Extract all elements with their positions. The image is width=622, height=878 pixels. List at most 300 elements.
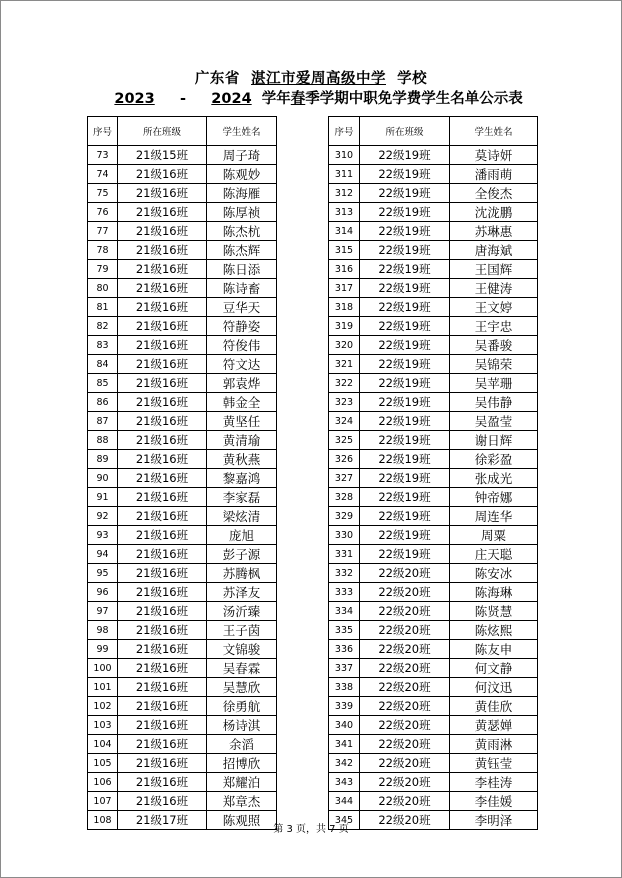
cell-seq: 106	[88, 773, 118, 792]
table-row	[329, 564, 538, 583]
cell-name: 余滔	[207, 735, 277, 754]
cell-name: 苏琳惠	[450, 222, 538, 241]
cell-name: 黄雨淋	[450, 735, 538, 754]
cell-seq: 311	[329, 165, 360, 184]
cell-seq: 313	[329, 203, 360, 222]
table-row	[88, 545, 277, 564]
table-row	[88, 146, 277, 165]
table-row	[88, 317, 277, 336]
cell-class: 21级16班	[118, 526, 207, 545]
cell-seq: 316	[329, 260, 360, 279]
title-line-2	[0, 87, 622, 108]
header-seq: 序号	[329, 117, 360, 146]
table-row	[329, 260, 538, 279]
cell-name: 郑耀泊	[207, 773, 277, 792]
cell-class: 21级16班	[118, 184, 207, 203]
title-year-word: 学年	[261, 91, 291, 107]
cell-name: 周子琦	[207, 146, 277, 165]
table-row	[88, 697, 277, 716]
cell-seq: 342	[329, 754, 360, 773]
cell-class: 22级20班	[360, 583, 450, 602]
table-row	[88, 355, 277, 374]
cell-name: 何文静	[450, 659, 538, 678]
cell-class: 22级19班	[360, 203, 450, 222]
cell-seq: 339	[329, 697, 360, 716]
cell-name: 沈泷鹏	[450, 203, 538, 222]
cell-name: 梁炫清	[207, 507, 277, 526]
cell-class: 21级16班	[118, 450, 207, 469]
cell-name: 谢日辉	[450, 431, 538, 450]
table-row	[88, 431, 277, 450]
table-row	[88, 678, 277, 697]
cell-seq: 107	[88, 792, 118, 811]
cell-class: 21级16班	[118, 545, 207, 564]
title-school-suffix: 学校	[397, 71, 428, 87]
cell-name: 徐彩盈	[450, 450, 538, 469]
cell-name: 陈诗畜	[207, 279, 277, 298]
cell-class: 22级19班	[360, 374, 450, 393]
table-row	[88, 393, 277, 412]
table-row	[329, 355, 538, 374]
cell-seq: 340	[329, 716, 360, 735]
cell-class: 22级19班	[360, 488, 450, 507]
cell-class: 21级16班	[118, 260, 207, 279]
table-header-row	[329, 117, 538, 146]
cell-seq: 337	[329, 659, 360, 678]
cell-name: 何汶迅	[450, 678, 538, 697]
table-row	[329, 412, 538, 431]
table-row	[88, 621, 277, 640]
cell-name: 潘雨萌	[450, 165, 538, 184]
cell-class: 22级19班	[360, 526, 450, 545]
cell-seq: 77	[88, 222, 118, 241]
cell-class: 22级20班	[360, 773, 450, 792]
cell-seq: 327	[329, 469, 360, 488]
cell-name: 苏泽友	[207, 583, 277, 602]
table-row	[88, 298, 277, 317]
cell-class: 21级16班	[118, 754, 207, 773]
cell-name: 陈贤慧	[450, 602, 538, 621]
header-seq: 序号	[88, 117, 118, 146]
cell-seq: 332	[329, 564, 360, 583]
cell-seq: 103	[88, 716, 118, 735]
table-row	[88, 260, 277, 279]
cell-name: 豆华天	[207, 298, 277, 317]
table-row	[329, 659, 538, 678]
table-row	[88, 222, 277, 241]
table-row	[329, 735, 538, 754]
cell-seq: 90	[88, 469, 118, 488]
cell-class: 21级16班	[118, 792, 207, 811]
cell-class: 22级19班	[360, 507, 450, 526]
cell-name: 黎嘉鸿	[207, 469, 277, 488]
table-row	[329, 621, 538, 640]
cell-seq: 344	[329, 792, 360, 811]
cell-class: 21级16班	[118, 222, 207, 241]
table-row	[88, 583, 277, 602]
cell-name: 李佳媛	[450, 792, 538, 811]
cell-name: 陈海雁	[207, 184, 277, 203]
cell-class: 22级20班	[360, 678, 450, 697]
cell-seq: 310	[329, 146, 360, 165]
cell-seq: 319	[329, 317, 360, 336]
cell-seq: 341	[329, 735, 360, 754]
table-row	[329, 336, 538, 355]
table-row	[329, 754, 538, 773]
table-row	[88, 507, 277, 526]
cell-name: 唐海斌	[450, 241, 538, 260]
cell-seq: 92	[88, 507, 118, 526]
cell-class: 21级16班	[118, 773, 207, 792]
cell-class: 21级16班	[118, 640, 207, 659]
cell-class: 22级19班	[360, 469, 450, 488]
table-row	[88, 450, 277, 469]
cell-seq: 331	[329, 545, 360, 564]
cell-seq: 101	[88, 678, 118, 697]
title-year-end: 2024	[211, 91, 252, 107]
cell-seq: 75	[88, 184, 118, 203]
cell-name: 全俊杰	[450, 184, 538, 203]
cell-seq: 315	[329, 241, 360, 260]
cell-seq: 74	[88, 165, 118, 184]
cell-class: 22级19班	[360, 165, 450, 184]
cell-class: 22级19班	[360, 146, 450, 165]
cell-name: 庄天聪	[450, 545, 538, 564]
cell-name: 招博欣	[207, 754, 277, 773]
table-row	[88, 659, 277, 678]
table-row	[88, 203, 277, 222]
table-row	[329, 393, 538, 412]
table-row	[329, 279, 538, 298]
cell-name: 郑章杰	[207, 792, 277, 811]
cell-class: 21级16班	[118, 507, 207, 526]
cell-seq: 78	[88, 241, 118, 260]
table-row	[329, 716, 538, 735]
cell-seq: 325	[329, 431, 360, 450]
cell-seq: 95	[88, 564, 118, 583]
title-season: 春	[290, 91, 306, 107]
cell-class: 21级16班	[118, 735, 207, 754]
cell-class: 21级16班	[118, 564, 207, 583]
cell-class: 21级16班	[118, 241, 207, 260]
cell-name: 吴春霖	[207, 659, 277, 678]
header-name: 学生姓名	[207, 117, 277, 146]
cell-name: 王文婷	[450, 298, 538, 317]
cell-seq: 99	[88, 640, 118, 659]
table-row	[329, 298, 538, 317]
cell-class: 21级16班	[118, 602, 207, 621]
cell-seq: 323	[329, 393, 360, 412]
cell-class: 22级20班	[360, 564, 450, 583]
cell-name: 汤沂臻	[207, 602, 277, 621]
cell-name: 周粟	[450, 526, 538, 545]
cell-name: 黄瑟婵	[450, 716, 538, 735]
cell-seq: 320	[329, 336, 360, 355]
cell-name: 陈日添	[207, 260, 277, 279]
table-row	[329, 469, 538, 488]
table-row	[88, 602, 277, 621]
title-year-start: 2023	[114, 91, 155, 107]
cell-class: 21级16班	[118, 165, 207, 184]
cell-name: 王宇忠	[450, 317, 538, 336]
cell-class: 22级20班	[360, 621, 450, 640]
cell-class: 21级17班	[118, 811, 207, 830]
cell-seq: 324	[329, 412, 360, 431]
cell-seq: 91	[88, 488, 118, 507]
cell-seq: 97	[88, 602, 118, 621]
cell-name: 钟帝娜	[450, 488, 538, 507]
cell-class: 21级16班	[118, 621, 207, 640]
cell-seq: 88	[88, 431, 118, 450]
cell-class: 22级19班	[360, 545, 450, 564]
cell-seq: 79	[88, 260, 118, 279]
table-row	[329, 488, 538, 507]
cell-seq: 84	[88, 355, 118, 374]
cell-class: 21级16班	[118, 716, 207, 735]
cell-name: 黄清瑜	[207, 431, 277, 450]
cell-class: 21级16班	[118, 355, 207, 374]
student-table-left	[87, 116, 277, 830]
cell-name: 文锦骏	[207, 640, 277, 659]
cell-seq: 82	[88, 317, 118, 336]
cell-seq: 343	[329, 773, 360, 792]
cell-name: 周连华	[450, 507, 538, 526]
cell-class: 22级19班	[360, 222, 450, 241]
table-row	[329, 165, 538, 184]
table-row	[88, 165, 277, 184]
cell-name: 陈海琳	[450, 583, 538, 602]
cell-seq: 330	[329, 526, 360, 545]
cell-class: 21级16班	[118, 583, 207, 602]
cell-class: 22级20班	[360, 716, 450, 735]
table-header-row	[88, 117, 277, 146]
cell-class: 22级19班	[360, 184, 450, 203]
cell-name: 符俊伟	[207, 336, 277, 355]
cell-seq: 96	[88, 583, 118, 602]
title-rest: 季学期中职免学费学生名单公示表	[305, 91, 523, 107]
cell-seq: 102	[88, 697, 118, 716]
table-row	[329, 697, 538, 716]
cell-name: 陈杰杭	[207, 222, 277, 241]
cell-class: 21级16班	[118, 469, 207, 488]
table-row	[88, 336, 277, 355]
title-province: 广东省	[194, 71, 240, 87]
cell-name: 李明泽	[450, 811, 538, 830]
cell-seq: 345	[329, 811, 360, 830]
cell-seq: 314	[329, 222, 360, 241]
header-class: 所在班级	[118, 117, 207, 146]
table-row	[329, 602, 538, 621]
cell-name: 李桂涛	[450, 773, 538, 792]
cell-class: 22级19班	[360, 355, 450, 374]
cell-class: 22级20班	[360, 754, 450, 773]
table-row	[329, 583, 538, 602]
cell-seq: 312	[329, 184, 360, 203]
table-row	[329, 374, 538, 393]
cell-class: 22级19班	[360, 317, 450, 336]
cell-class: 22级19班	[360, 241, 450, 260]
cell-seq: 104	[88, 735, 118, 754]
title-dash: -	[180, 91, 187, 107]
cell-name: 李家磊	[207, 488, 277, 507]
cell-class: 21级16班	[118, 374, 207, 393]
cell-name: 陈厚祯	[207, 203, 277, 222]
table-row	[88, 526, 277, 545]
cell-class: 21级16班	[118, 431, 207, 450]
cell-name: 陈杰辉	[207, 241, 277, 260]
cell-seq: 83	[88, 336, 118, 355]
table-row	[329, 222, 538, 241]
page-footer: 第 3 页，共 7 页	[273, 824, 349, 835]
table-row	[88, 279, 277, 298]
table-row	[88, 754, 277, 773]
cell-class: 22级19班	[360, 393, 450, 412]
cell-name: 符文达	[207, 355, 277, 374]
cell-seq: 328	[329, 488, 360, 507]
table-row	[88, 716, 277, 735]
cell-name: 黄秋燕	[207, 450, 277, 469]
cell-seq: 333	[329, 583, 360, 602]
cell-seq: 81	[88, 298, 118, 317]
table-row	[88, 564, 277, 583]
cell-name: 吴锦荣	[450, 355, 538, 374]
cell-name: 徐勇航	[207, 697, 277, 716]
cell-name: 郭袁烨	[207, 374, 277, 393]
cell-name: 杨诗淇	[207, 716, 277, 735]
cell-seq: 322	[329, 374, 360, 393]
cell-seq: 100	[88, 659, 118, 678]
cell-class: 22级20班	[360, 602, 450, 621]
student-table-right	[328, 116, 538, 830]
cell-class: 22级20班	[360, 659, 450, 678]
table-row	[88, 184, 277, 203]
cell-name: 吴番骏	[450, 336, 538, 355]
table-row	[329, 317, 538, 336]
table-row	[88, 469, 277, 488]
table-row	[88, 241, 277, 260]
cell-class: 22级20班	[360, 811, 450, 830]
cell-name: 王健涛	[450, 279, 538, 298]
header-class: 所在班级	[360, 117, 450, 146]
cell-name: 王国辉	[450, 260, 538, 279]
cell-class: 22级20班	[360, 735, 450, 754]
cell-class: 22级20班	[360, 640, 450, 659]
cell-name: 陈炫熙	[450, 621, 538, 640]
table-row	[329, 450, 538, 469]
cell-seq: 318	[329, 298, 360, 317]
cell-class: 21级15班	[118, 146, 207, 165]
cell-name: 张成光	[450, 469, 538, 488]
cell-name: 符静姿	[207, 317, 277, 336]
cell-seq: 94	[88, 545, 118, 564]
cell-class: 22级20班	[360, 792, 450, 811]
cell-seq: 86	[88, 393, 118, 412]
table-row	[329, 640, 538, 659]
table-row	[329, 545, 538, 564]
table-row	[88, 735, 277, 754]
cell-name: 黄佳欣	[450, 697, 538, 716]
cell-seq: 87	[88, 412, 118, 431]
table-row	[329, 203, 538, 222]
cell-class: 22级19班	[360, 450, 450, 469]
cell-name: 吴苹珊	[450, 374, 538, 393]
cell-class: 21级16班	[118, 317, 207, 336]
cell-class: 21级16班	[118, 336, 207, 355]
cell-class: 21级16班	[118, 298, 207, 317]
cell-name: 彭子源	[207, 545, 277, 564]
cell-seq: 73	[88, 146, 118, 165]
table-row	[88, 412, 277, 431]
cell-seq: 85	[88, 374, 118, 393]
table-row	[88, 773, 277, 792]
header-name: 学生姓名	[450, 117, 538, 146]
cell-class: 21级16班	[118, 697, 207, 716]
cell-name: 苏腾枫	[207, 564, 277, 583]
cell-class: 21级16班	[118, 203, 207, 222]
table-row	[329, 792, 538, 811]
table-row	[329, 526, 538, 545]
cell-seq: 335	[329, 621, 360, 640]
cell-class: 22级19班	[360, 260, 450, 279]
cell-name: 吴伟静	[450, 393, 538, 412]
table-row	[88, 488, 277, 507]
table-row	[329, 241, 538, 260]
cell-seq: 105	[88, 754, 118, 773]
cell-class: 21级16班	[118, 659, 207, 678]
cell-class: 21级16班	[118, 488, 207, 507]
cell-class: 21级16班	[118, 279, 207, 298]
cell-name: 陈观妙	[207, 165, 277, 184]
table-row	[329, 431, 538, 450]
cell-seq: 329	[329, 507, 360, 526]
cell-name: 黄坚任	[207, 412, 277, 431]
table-row	[88, 640, 277, 659]
cell-name: 莫诗妍	[450, 146, 538, 165]
cell-name: 黄钰莹	[450, 754, 538, 773]
cell-class: 22级19班	[360, 298, 450, 317]
cell-class: 21级16班	[118, 393, 207, 412]
cell-seq: 93	[88, 526, 118, 545]
cell-seq: 338	[329, 678, 360, 697]
cell-seq: 336	[329, 640, 360, 659]
cell-seq: 326	[329, 450, 360, 469]
cell-name: 陈友申	[450, 640, 538, 659]
cell-class: 22级19班	[360, 412, 450, 431]
cell-name: 陈安冰	[450, 564, 538, 583]
cell-name: 韩金全	[207, 393, 277, 412]
cell-class: 22级19班	[360, 336, 450, 355]
table-row	[88, 792, 277, 811]
cell-seq: 334	[329, 602, 360, 621]
cell-seq: 321	[329, 355, 360, 374]
cell-class: 21级16班	[118, 678, 207, 697]
cell-class: 22级19班	[360, 431, 450, 450]
cell-name: 庞旭	[207, 526, 277, 545]
cell-seq: 317	[329, 279, 360, 298]
title-school: 湛江市爱周高级中学	[251, 71, 386, 87]
table-row	[329, 507, 538, 526]
table-row	[329, 678, 538, 697]
cell-name: 吴盈莹	[450, 412, 538, 431]
cell-name: 陈观照	[207, 811, 277, 830]
cell-seq: 108	[88, 811, 118, 830]
table-row	[329, 146, 538, 165]
cell-name: 王子茵	[207, 621, 277, 640]
table-row	[88, 374, 277, 393]
title-line-1	[0, 67, 622, 88]
cell-seq: 76	[88, 203, 118, 222]
cell-class: 22级19班	[360, 279, 450, 298]
